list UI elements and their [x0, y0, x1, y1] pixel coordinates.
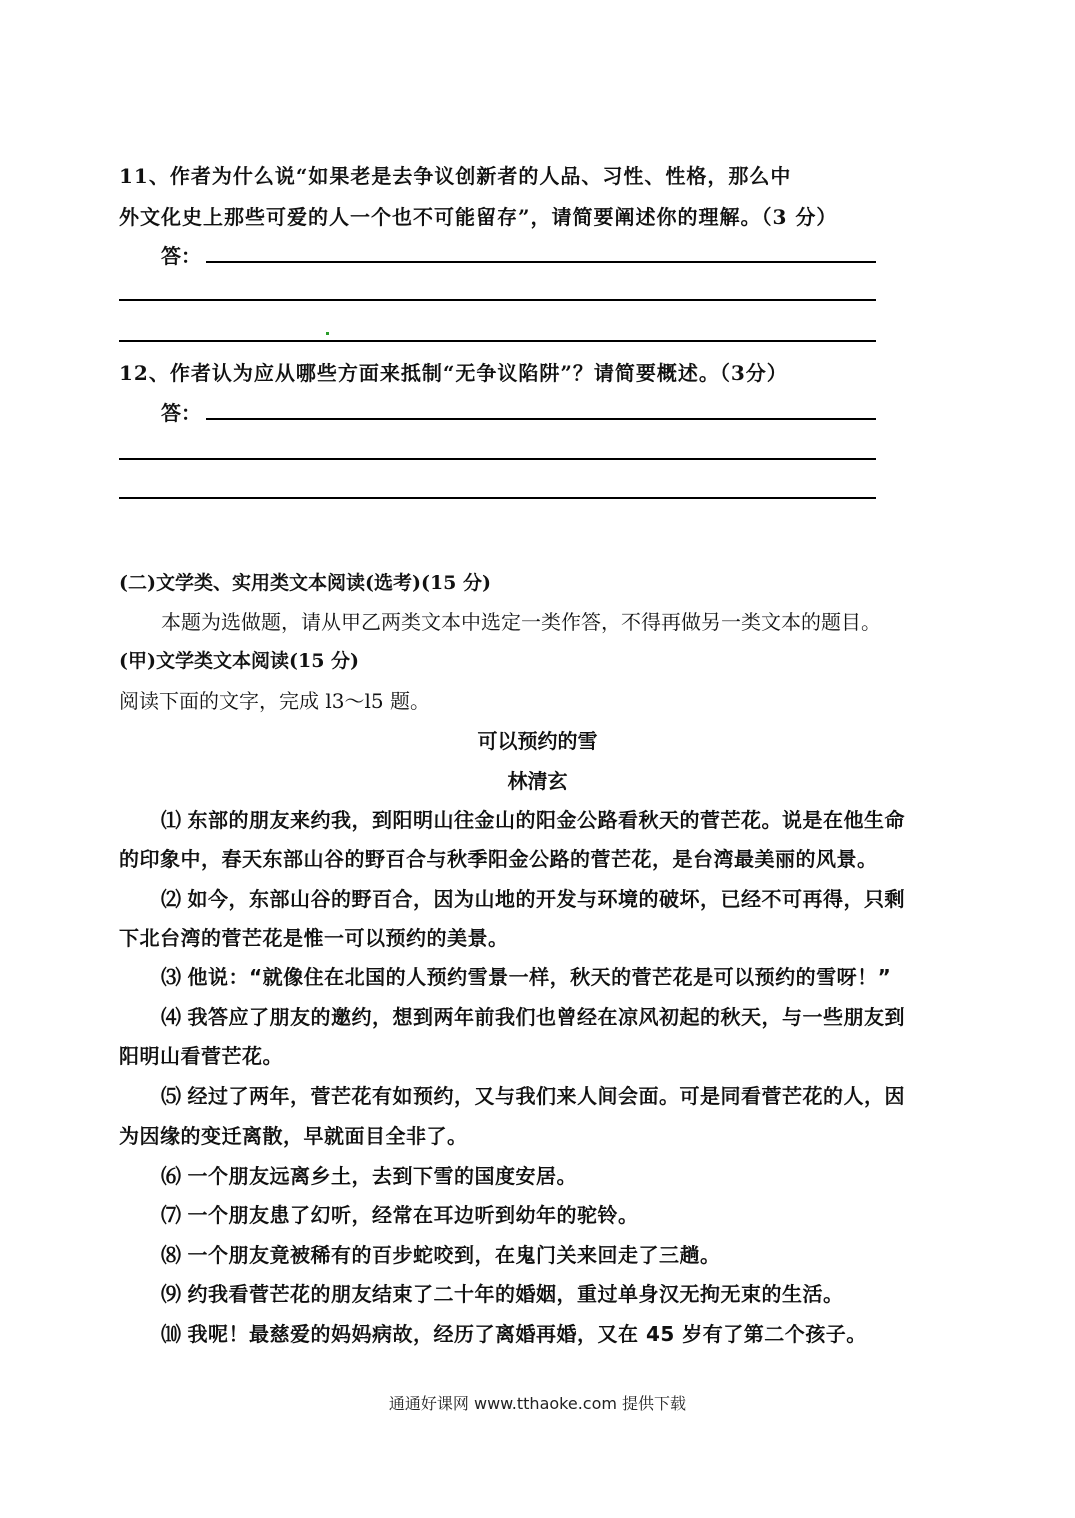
q11-line-2: 外文化史上那些可爱的人一个也不可能留存”，请简要阐述你的理解。（3 分） [119, 205, 838, 229]
q11-line-1: 11、作者为什么说“如果老是去争议创新者的人品、习性、性格，那么中 [119, 164, 792, 188]
paragraph-text: 我呢！最慈爱的妈妈病故，经历了离婚再婚，又在 45 岁有了第二个孩子。 [187, 1322, 867, 1346]
paragraph-5-line-1 [161, 1080, 905, 1109]
paragraph-number: ⑷ [161, 1005, 182, 1029]
paragraph-9-line-1 [161, 1278, 844, 1307]
q12-line-1: 12、作者认为应从哪些方面来抵制“无争议陷阱”？请简要概述。（3分） [119, 361, 788, 385]
paragraph-text: 他说：“就像住在北国的人预约雪景一样，秋天的菅芒花是可以预约的雪呀！” [187, 965, 892, 989]
paragraph-text: 如今，东部山谷的野百合，因为山地的开发与环境的破坏，已经不可再得，只剩 [187, 887, 905, 911]
paragraph-number: ⑺ [161, 1203, 182, 1227]
paragraph-text: 约我看菅芒花的朋友结束了二十年的婚姻，重过单身汉无拘无束的生活。 [187, 1282, 844, 1306]
q12-answer-line-2[interactable] [119, 458, 876, 460]
paragraph-5-line-2: 为因缘的变迁离散，早就面目全非了。 [119, 1124, 468, 1148]
paragraph-number: ⑼ [161, 1282, 182, 1306]
paragraph-10-line-1 [161, 1318, 867, 1347]
paragraph-number: ⑻ [161, 1243, 182, 1267]
paragraph-4-line-1 [161, 1001, 905, 1030]
q11-answer-line-3[interactable] [119, 340, 876, 342]
paragraph-number: ⑶ [161, 965, 182, 989]
paragraph-2-line-1 [161, 883, 905, 912]
paragraph-3-line-1 [161, 961, 891, 990]
article-title: 可以预约的雪 [477, 729, 598, 753]
paragraph-text: 经过了两年，菅芒花有如预约，又与我们来人间会面。可是同看菅芒花的人，因 [187, 1084, 905, 1108]
paragraph-number: ⑴ [161, 808, 182, 832]
scan-speck [326, 332, 329, 335]
paragraph-2-line-2: 下北台湾的菅芒花是惟一可以预约的美景。 [119, 926, 509, 950]
paragraph-8-line-1 [161, 1239, 721, 1268]
q11-answer-label: 答： [161, 244, 201, 268]
paragraph-number: ⑽ [161, 1322, 182, 1346]
footer-download-note: 通通好课网 www.tthaoke.com 提供下载 [388, 1394, 687, 1413]
section-heading: (二)文学类、实用类文本阅读(选考)(15 分) [119, 572, 491, 594]
q11-answer-line-1[interactable] [206, 261, 876, 263]
paragraph-number: ⑹ [161, 1164, 182, 1188]
paragraph-1-line-1 [161, 804, 905, 833]
section-instruction: 本题为选做题，请从甲乙两类文本中选定一类作答，不得再做另一类文本的题目。 [161, 610, 881, 634]
paragraph-text: 东部的朋友来约我，到阳明山往金山的阳金公路看秋天的菅芒花。说是在他生命 [187, 808, 905, 832]
paragraph-1-line-2: 的印象中，春天东部山谷的野百合与秋季阳金公路的菅芒花，是台湾最美丽的风景。 [119, 847, 878, 871]
paragraph-7-line-1 [161, 1199, 639, 1228]
q12-answer-label: 答： [161, 401, 201, 425]
section-sub-heading: (甲)文学类文本阅读(15 分) [119, 650, 360, 672]
q12-answer-line-3[interactable] [119, 497, 876, 499]
paragraph-text: 一个朋友竟被稀有的百步蛇咬到，在鬼门关来回走了三趟。 [187, 1243, 721, 1267]
paragraph-text: 我答应了朋友的邀约，想到两年前我们也曾经在凉风初起的秋天，与一些朋友到 [187, 1005, 905, 1029]
paragraph-6-line-1 [161, 1160, 577, 1189]
paragraph-number: ⑸ [161, 1084, 182, 1108]
paragraph-number: ⑵ [161, 887, 182, 911]
q11-answer-line-2[interactable] [119, 299, 876, 301]
article-author: 林清玄 [507, 769, 568, 793]
section-prompt: 阅读下面的文字，完成 l3～l5 题。 [119, 689, 430, 713]
paragraph-text: 一个朋友远离乡土，去到下雪的国度安居。 [187, 1164, 577, 1188]
q12-answer-line-1[interactable] [206, 418, 876, 420]
paragraph-text: 一个朋友患了幻听，经常在耳边听到幼年的驼铃。 [187, 1203, 639, 1227]
paragraph-4-line-2: 阳明山看菅芒花。 [119, 1044, 283, 1068]
